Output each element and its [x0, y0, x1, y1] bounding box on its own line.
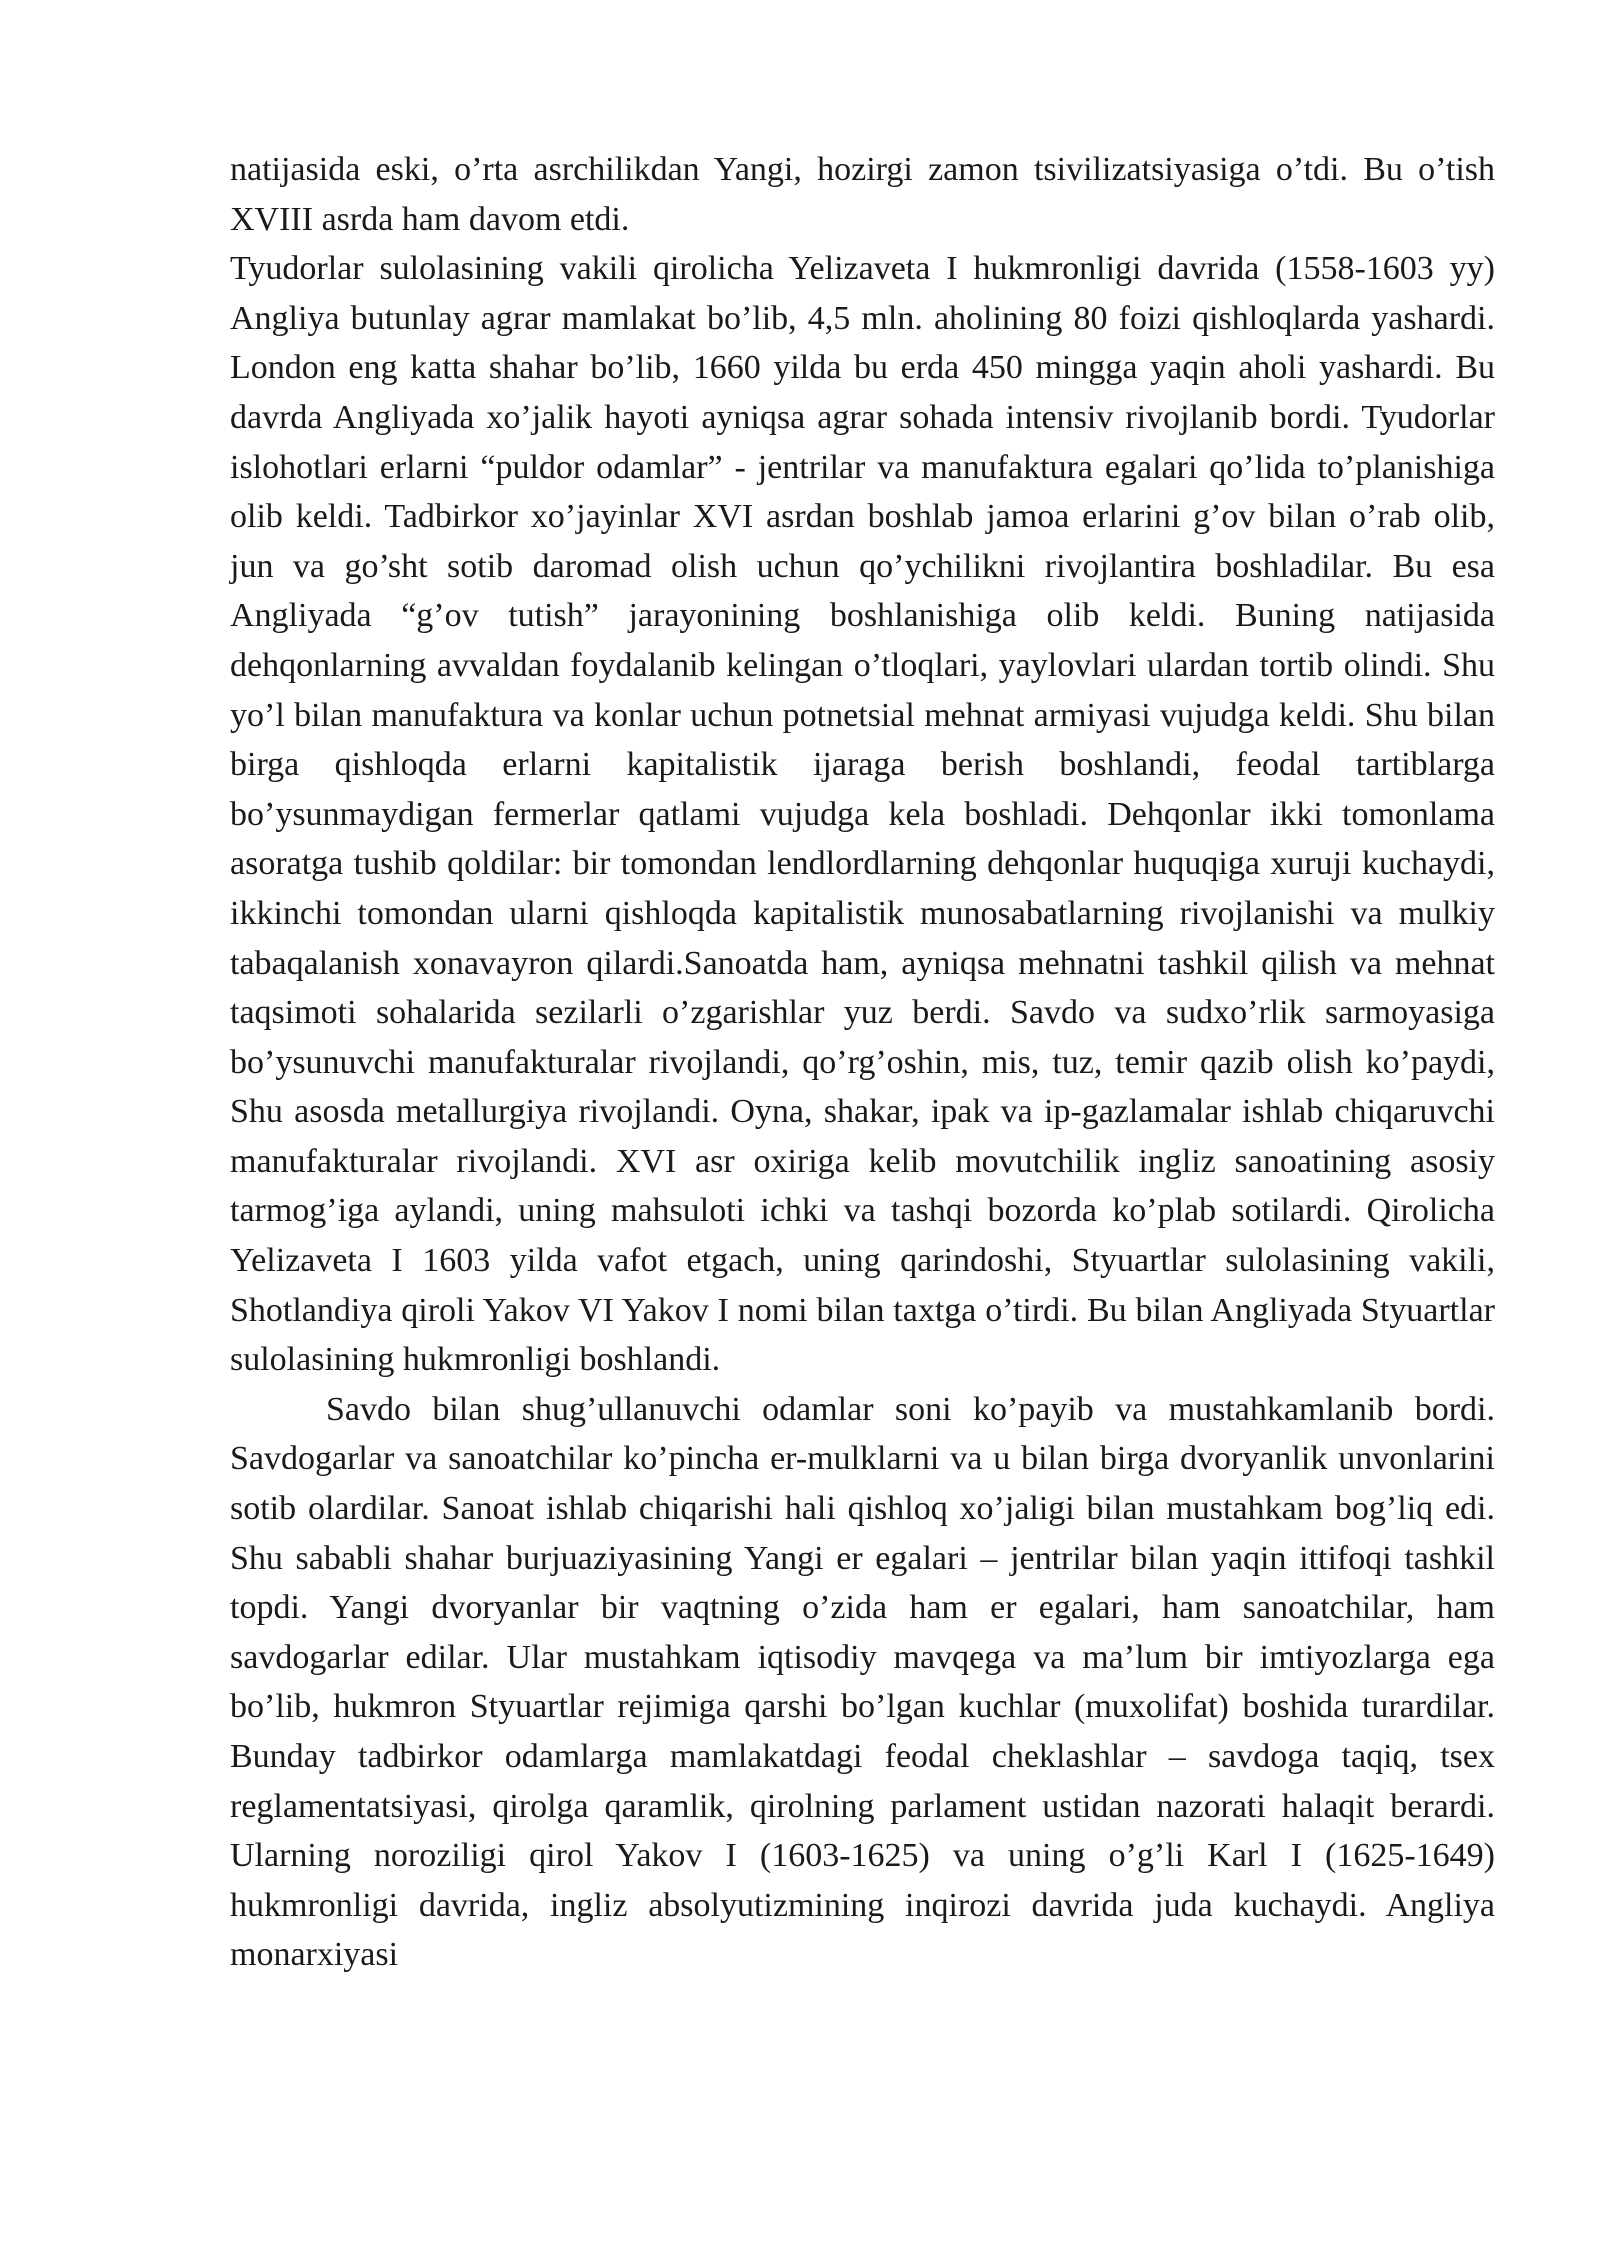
paragraph-merchants: Savdo bilan shug’ullanuvchi odamlar soni ko’payib va mustahkamlanib bordi. Savdogarlar va sanoatchilar ko’pincha er-mulklarni va u bilan birga dvoryanlik unvonlarini sotib olardilar. Sanoat ishlab chiqarishi hali qishloq xo’jaligi bilan mustahkam bog’liq edi. Shu sababli shahar burjuaziyasining Yangi er egalari – jentrilar bilan yaqin ittifoqi tashkil topdi. Yangi dvoryanlar bir vaqtning o’zida ham er egalari, ham sanoatchilar, ham savdogarlar edilar. Ular mustahkam iqtisodiy mavqega va ma’lum bir imtiyozlarga ega bo’lib, hukmron Styuartlar rejimiga qarshi bo’lgan kuchlar (muxolifat) boshida turardilar. Bunday tadbirkor odamlarga mamlakatdagi feodal cheklashlar – savdoga taqiq, tsex reglamentatsiyasi, qirolga qaramlik, qirolning parlament ustidan nazorati halaqit berardi. Ularning noroziligi qirol Yakov I (1603-1625) va uning o’g’li Karl I (1625-1649) hukmronligi davrida, ingliz absolyutizmining inqirozi davrida juda kuchaydi. Angliya monarxiyasi — [230, 1390, 1495, 1974]
document-page — [230, 145, 1495, 1980]
paragraph-continuation: natijasida eski, o’rta asrchilikdan Yangi, hozirgi zamon tsivilizatsiyasiga o’tdi. Bu o’tish XVIII asrda ham davom etdi. — [230, 151, 1495, 238]
paragraph-tudor-era: Tyudorlar sulolasining vakili qirolicha Yelizaveta I hukmronligi davrida (1558-1603 yy) Angliya butunlay agrar mamlakat bo’lib, 4,5 mln. aholining 80 foizi qishloqlarda yashardi. London eng katta shahar bo’lib, 1660 yilda bu erda 450 mingga yaqin aholi yashardi. Bu davrda Angliyada xo’jalik hayoti ayniqsa agrar sohada intensiv rivojlanib bordi. Tyudorlar islohotlari erlarni “puldor odamlar” - jentrilar va manufaktura egalari qo’lida to’planishiga olib keldi. Tadbirkor xo’jayinlar XVI asrdan boshlab jamoa erlarini g’ov bilan o’rab olib, jun va go’sht sotib daromad olish uchun qo’ychilikni rivojlantira boshladilar. Bu esa Angliyada “g’ov tutish” jarayonining boshlanishiga olib keldi. Buning natijasida dehqonlarning avvaldan foydalanib kelingan o’tloqlari, yaylovlari ulardan tortib olindi. Shu yo’l bilan manufaktura va konlar uchun potnetsial mehnat armiyasi vujudga keldi. Shu bilan birga qishloqda erlarni kapitalistik ijaraga berish boshlandi, feodal tartiblarga bo’ysunmaydigan fermerlar qatlami vujudga kela boshladi. Dehqonlar ikki tomonlama asoratga tushib qoldilar: bir tomondan lendlordlarning dehqonlar huquqiga xuruji kuchaydi, ikkinchi tomondan ularni qishloqda kapitalistik munosabatlarning rivojlanishi va mulkiy tabaqalanish xonavayron qilardi.Sanoatda ham, ayniqsa mehnatni tashkil qilish va mehnat taqsimoti sohalarida sezilarli o’zgarishlar yuz berdi. Savdo va sudxo’rlik sarmoyasiga bo’ysunuvchi manufakturalar rivojlandi, qo’rg’oshin, mis, tuz, temir qazib olish ko’paydi, Shu asosda metallurgiya rivojlandi. Oyna, shakar, ipak va ip-gazlamalar ishlab chiqaruvchi manufakturalar rivojlandi. XVI asr oxiriga kelib movutchilik ingliz sanoatining asosiy tarmog’iga aylandi, uning mahsuloti ichki va tashqi bozorda ko’plab sotilardi. Qirolicha Yelizaveta I 1603 yilda vafot etgach, uning qarindoshi, Styuartlar sulolasining vakili, Shotlandiya qiroli Yakov VI Yakov I nomi bilan taxtga o’tirdi. Bu bilan Angliyada Styuartlar sulolasining hukmronligi boshlandi. — [230, 250, 1495, 1379]
